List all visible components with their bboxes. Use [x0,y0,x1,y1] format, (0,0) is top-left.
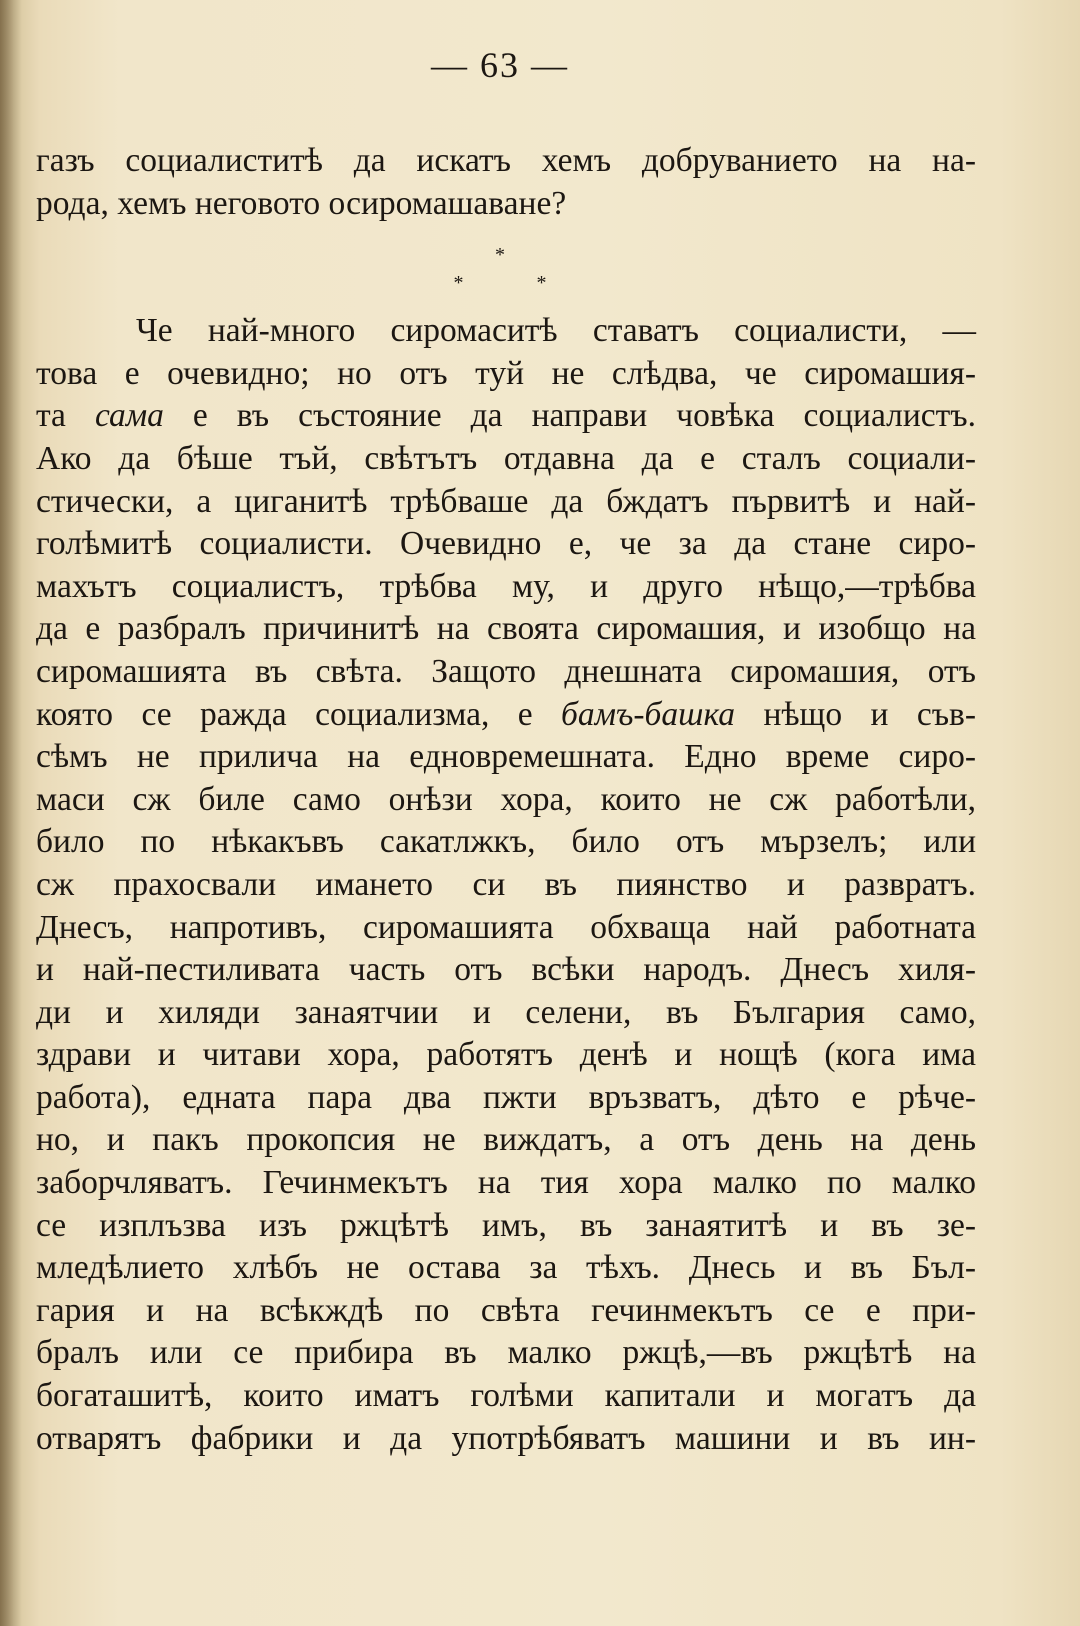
text-line: се изплъзва изъ ржцѣтѣ имъ, въ занаятитѣ и въ зе- [36,1206,976,1244]
text-line: да е разбралъ причинитѣ на своята сиромашия, и изобщо на [36,610,976,648]
text-line: сѣмъ не прилича на едновремешната. Едно време сиро- [36,738,976,776]
text-fragment: е въ състояние да направи човѣка социалистъ. [192,397,976,435]
text-line: това е очевидно; но отъ туй не слѣдва, че сиромашия- [36,354,976,392]
text-line: мледѣлието хлѣбъ не остава за тѣхъ. Днесь и въ Бъл- [36,1249,976,1287]
separator-space [36,225,976,310]
body-text [36,140,976,1460]
text-line: било по нѣкакъвъ сакатлжкъ, било отъ мързелъ; или [36,823,976,861]
text-line: бралъ или се прибира въ малко ржцѣ,—въ ржцѣтѣ на [36,1334,976,1372]
text-line: работа), едната пара два пжти връзватъ, дѣто е рѣче- [36,1078,976,1116]
text-line: газъ социалиститѣ да искатъ хемъ добруванието на на- [36,142,976,179]
text-line [36,395,976,438]
text-line: сиромашията въ свѣта. Защото днешната сиромашия, отъ [36,652,976,690]
text-line: но, и пакъ прокопсия не виждатъ, а отъ день на день [36,1121,976,1159]
text-line [36,694,976,737]
separator-asterisk-top: * [495,244,505,266]
text-fragment: та [36,397,66,435]
separator-asterisks-bottom: * * [453,272,581,294]
italic-emphasis: бамъ-башка [561,695,736,733]
text-line: отварятъ фабрики и да употрѣбяватъ машини и въ ин- [36,1419,976,1457]
page-number: — 63 — [431,45,569,85]
text-line: ди и хиляди занаятчии и селени, въ България само, [36,993,976,1031]
text-fragment: нѣщо и съв- [763,695,977,733]
text-line: здрави и читави хора, работятъ денѣ и нощѣ (кога има [36,1036,976,1074]
text-line: рода, хемъ неговото осиромашаване? [36,184,567,222]
text-line: маси сж биле само онѣзи хора, които не сж работѣли, [36,780,976,818]
text-line: стически, а циганитѣ трѣбваше да бждатъ първитѣ и най- [36,482,976,520]
text-line: сж прахосвали имането си въ пиянство и развратъ. [36,865,976,903]
text-line: голѣмитѣ социалисти. Очевидно е, че за да стане сиро- [36,525,976,563]
text-line: Ако да бѣше тъй, свѣтътъ отдавна да е сталъ социали- [36,439,976,477]
italic-emphasis: сама [94,397,164,435]
text-line: Днесъ, напротивъ, сиромашията обхваща най работната [36,908,976,946]
text-line: Че най-много сиромаситѣ ставатъ социалисти, — [136,312,976,350]
text-line: богаташитѣ, които иматъ голѣми капитали и могатъ да [36,1377,976,1415]
text-line: гария и на всѣкждѣ по свѣта гечинмекътъ се е при- [36,1291,976,1329]
text-line: заборчляватъ. Гечинмекътъ на тия хора малко по малко [36,1164,976,1202]
text-fragment: която се ражда социализма, е [36,695,533,733]
text-line: махътъ социалистъ, трѣбва му, и друго нѣщо,—трѣбва [36,567,976,605]
text-line: и най-пестиливата часть отъ всѣки народъ. Днесъ хиля- [36,951,976,989]
